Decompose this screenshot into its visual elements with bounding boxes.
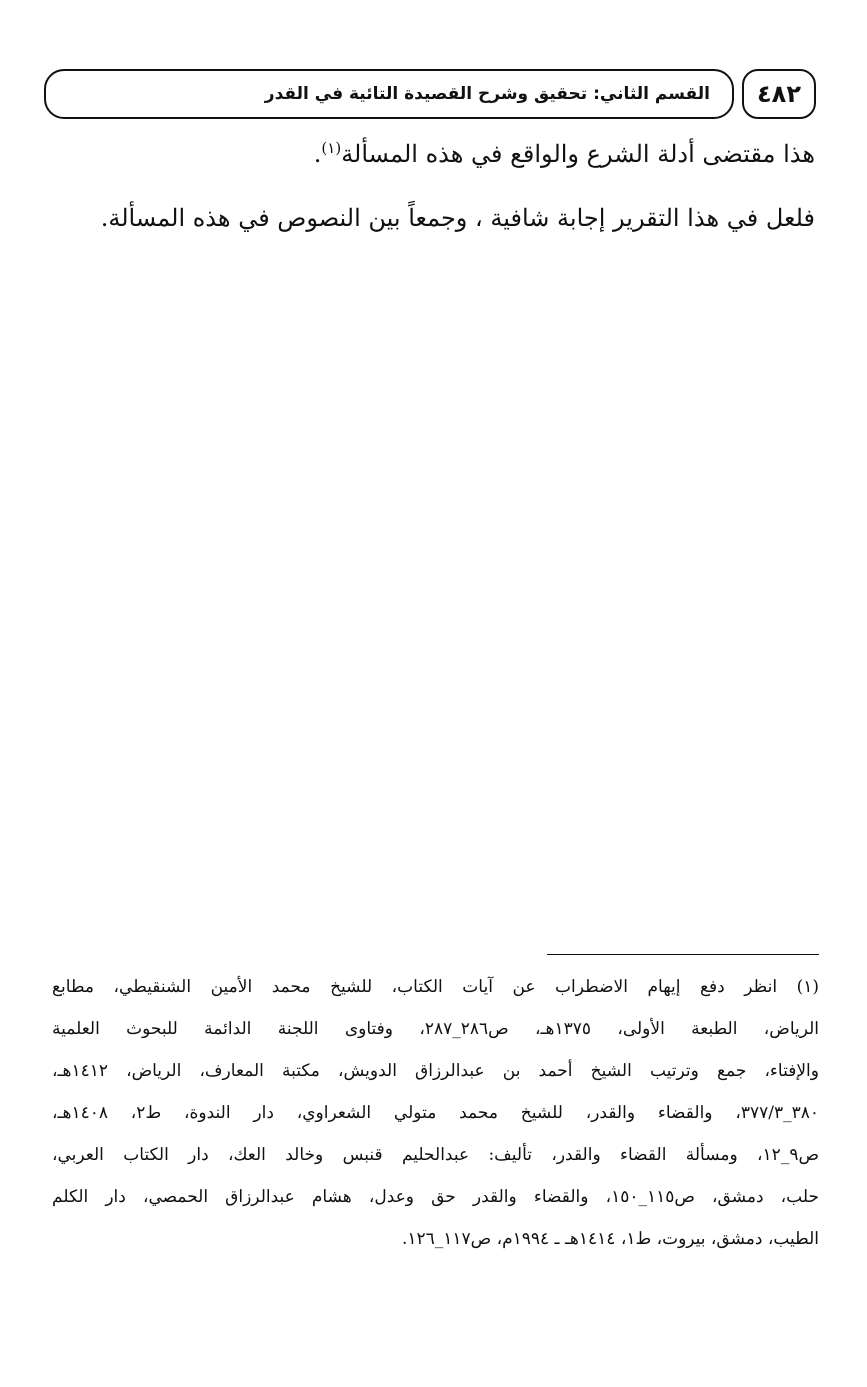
footnote-block [52,966,819,1260]
footnote-line: ص٩_١٢، ومسألة القضاء والقدر، تأليف: عبدالحليم قنبس وخالد العك، دار الكتاب العربي، [52,1145,819,1165]
body-line-1-text: هذا مقتضى أدلة الشرع والواقع في هذه المسألة [341,140,815,168]
footnote-line: الرياض، الطبعة الأولى، ١٣٧٥هـ، ص٢٨٦_٢٨٧، وفتاوى اللجنة الدائمة للبحوث العلمية [52,1019,819,1039]
footnote-separator [547,954,819,955]
body-paragraph-1 [95,132,815,176]
footnote-line: الطيب، دمشق، بيروت، ط١، ١٤١٤هـ ـ ١٩٩٤م، ص١١٧_١٢٦. [401,1229,819,1249]
body-line-1-end: . [313,140,322,168]
page-number-frame [742,69,816,119]
footnote-line: والإفتاء، جمع وترتيب الشيخ أحمد بن عبدالرزاق الدويش، مكتبة المعارف، الرياض، ١٤١٢هـ، [52,1061,819,1081]
running-header [44,69,816,121]
header-title: القسم الثاني: تحقيق وشرح القصيدة التائية في القدر [264,84,710,104]
page-number: ٤٨٢ [757,80,801,108]
footnote-line: ٣٨٠_٣٧٧/٣، والقضاء والقدر، للشيخ محمد متولي الشعراوي، دار الندوة، ط٢، ١٤٠٨هـ، [52,1103,819,1123]
footnote-line: (١) انظر دفع إيهام الاضطراب عن آيات الكتاب، للشيخ محمد الأمين الشنقيطي، مطابع [52,977,819,997]
footnote-line: حلب، دمشق، ص١١٥_١٥٠، والقضاء والقدر حق وعدل، هشام عبدالرزاق الحمصي، دار الكلم [52,1187,819,1207]
footnote-reference-marker[interactable]: (١) [321,139,342,157]
header-title-frame [44,69,734,119]
body-paragraph-2: فلعل في هذا التقرير إجابة شافية ، وجمعاً بين النصوص في هذه المسألة. [100,204,815,232]
